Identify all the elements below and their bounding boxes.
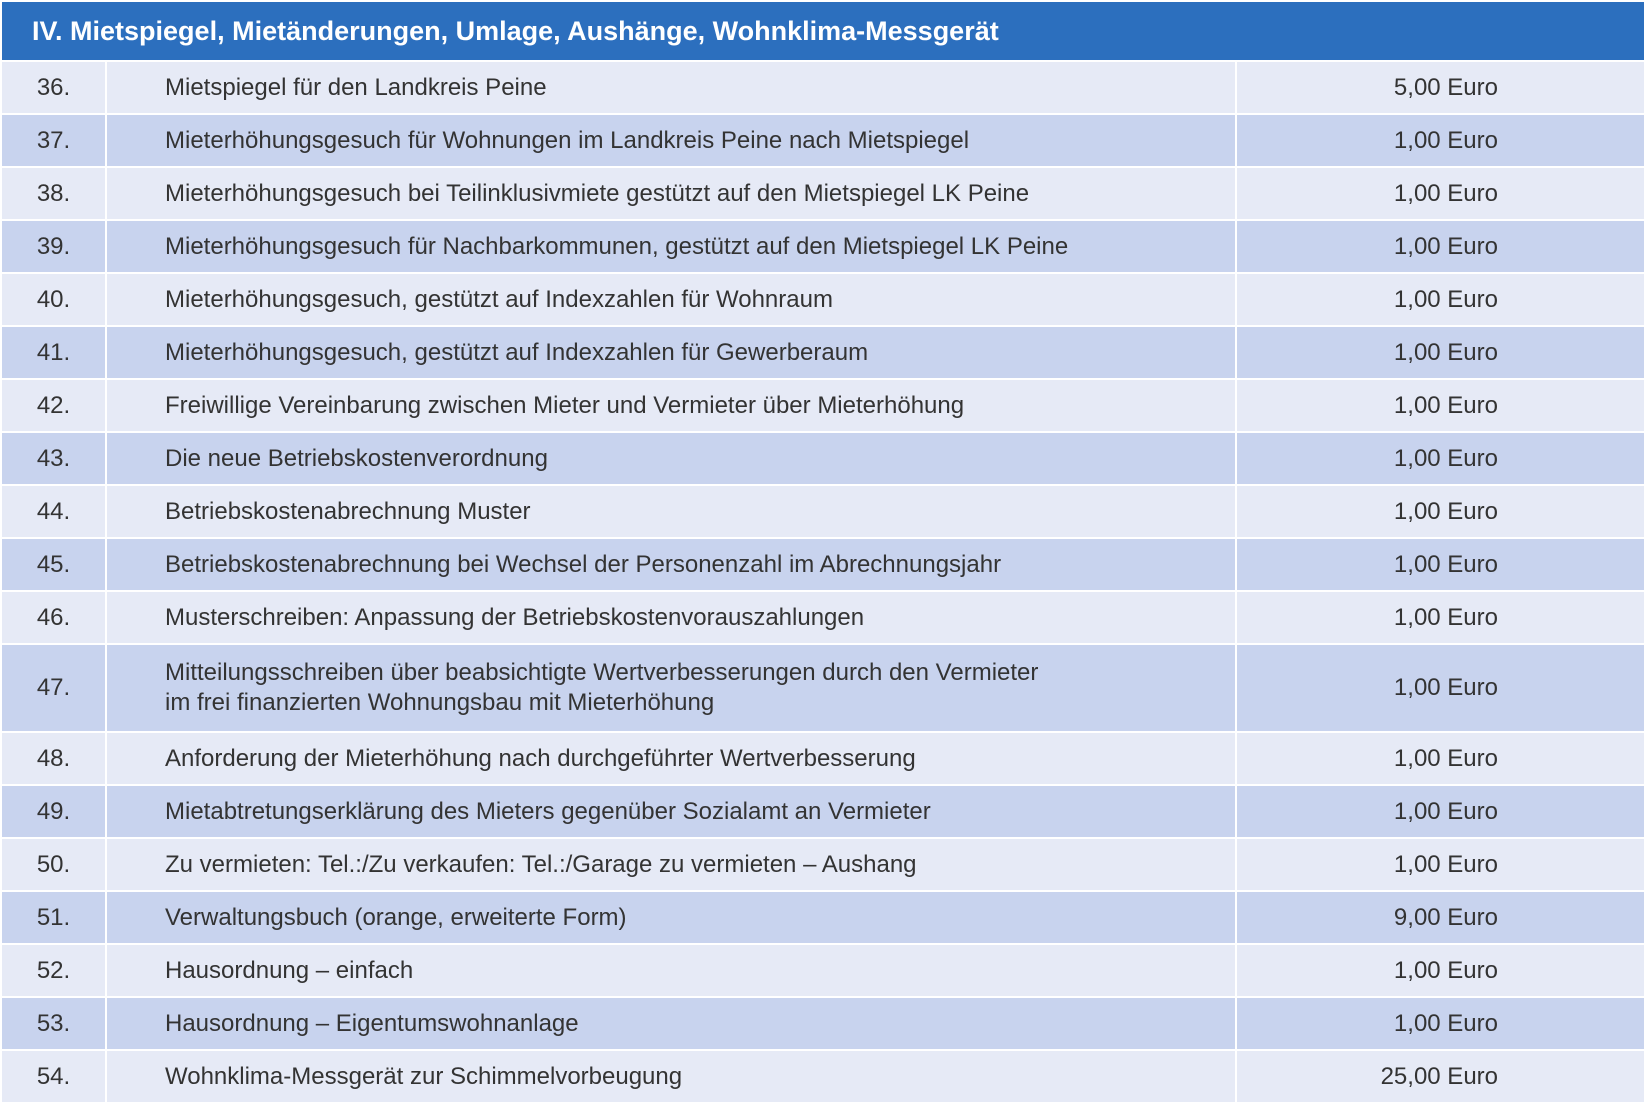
item-description-line: Mietspiegel für den Landkreis Peine xyxy=(165,73,547,101)
item-number: 40. xyxy=(2,274,107,325)
table-row xyxy=(2,62,1644,115)
item-description-line: Mietabtretungserklärung des Mieters gegenüber Sozialamt an Vermieter xyxy=(165,797,931,825)
item-number: 51. xyxy=(2,892,107,943)
item-description-line: Betriebskostenabrechnung Muster xyxy=(165,497,531,525)
item-price: 1,00 Euro xyxy=(1393,1009,1498,1037)
table-row xyxy=(2,327,1644,380)
table-row xyxy=(2,786,1644,839)
item-price: 1,00 Euro xyxy=(1393,179,1498,207)
item-number: 42. xyxy=(2,380,107,431)
table-row xyxy=(2,892,1644,945)
item-price: 25,00 Euro xyxy=(1380,1062,1498,1090)
table-row xyxy=(2,592,1644,645)
item-description-line: Wohnklima-Messgerät zur Schimmelvorbeugung xyxy=(165,1062,683,1090)
item-price: 9,00 Euro xyxy=(1393,903,1498,931)
table-row xyxy=(2,945,1644,998)
item-description-line: Mieterhöhungsgesuch bei Teilinklusivmiete gestützt auf den Mietspiegel LK Peine xyxy=(165,179,1030,207)
item-price: 1,00 Euro xyxy=(1393,285,1498,313)
item-description xyxy=(107,168,1237,219)
item-number: 46. xyxy=(2,592,107,643)
item-description-line: Mieterhöhungsgesuch, gestützt auf Indexzahlen für Gewerberaum xyxy=(165,338,869,366)
item-description xyxy=(107,62,1237,113)
item-description-line: Mitteilungsschreiben über beabsichtigte Wertverbesserungen durch den Vermieter xyxy=(165,659,1039,686)
section-title: IV. Mietspiegel, Mietänderungen, Umlage, Aushänge, Wohnklima-Messgerät xyxy=(2,2,1644,60)
item-number: 47. xyxy=(2,645,107,731)
item-description xyxy=(107,998,1237,1049)
table-row xyxy=(2,274,1644,327)
table-row xyxy=(2,1051,1644,1104)
item-number: 49. xyxy=(2,786,107,837)
item-description xyxy=(107,380,1237,431)
item-description xyxy=(107,486,1237,537)
table-row xyxy=(2,433,1644,486)
item-description xyxy=(107,839,1237,890)
item-price: 1,00 Euro xyxy=(1393,550,1498,578)
table-row xyxy=(2,998,1644,1051)
item-description xyxy=(107,592,1237,643)
item-description xyxy=(107,786,1237,837)
table-row xyxy=(2,539,1644,592)
table-row xyxy=(2,221,1644,274)
item-description xyxy=(107,539,1237,590)
item-number: 52. xyxy=(2,945,107,996)
item-price: 1,00 Euro xyxy=(1393,797,1498,825)
item-price: 1,00 Euro xyxy=(1393,232,1498,260)
item-number: 44. xyxy=(2,486,107,537)
item-description-line: Mieterhöhungsgesuch für Wohnungen im Landkreis Peine nach Mietspiegel xyxy=(165,126,970,154)
table-row xyxy=(2,839,1644,892)
item-number: 53. xyxy=(2,998,107,1049)
item-number: 36. xyxy=(2,62,107,113)
item-number: 54. xyxy=(2,1051,107,1102)
item-price: 1,00 Euro xyxy=(1393,126,1498,154)
item-description-line: Freiwillige Vereinbarung zwischen Mieter und Vermieter über Mieterhöhung xyxy=(165,391,965,419)
item-description xyxy=(107,645,1237,731)
item-price: 1,00 Euro xyxy=(1393,956,1498,984)
item-description-line: Musterschreiben: Anpassung der Betriebskostenvorauszahlungen xyxy=(165,603,865,631)
item-price: 1,00 Euro xyxy=(1393,850,1498,878)
item-price: 1,00 Euro xyxy=(1393,444,1498,472)
item-number: 45. xyxy=(2,539,107,590)
table-row xyxy=(2,115,1644,168)
item-description xyxy=(107,433,1237,484)
table-row xyxy=(2,733,1644,786)
item-number: 41. xyxy=(2,327,107,378)
item-number: 38. xyxy=(2,168,107,219)
item-number: 43. xyxy=(2,433,107,484)
item-description xyxy=(107,221,1237,272)
item-description-line: Verwaltungsbuch (orange, erweiterte Form) xyxy=(165,903,627,931)
item-description-line: Anforderung der Mieterhöhung nach durchgeführter Wertverbesserung xyxy=(165,744,916,772)
item-description-line: Mieterhöhungsgesuch, gestützt auf Indexzahlen für Wohnraum xyxy=(165,285,833,313)
item-description xyxy=(107,733,1237,784)
item-price: 1,00 Euro xyxy=(1393,603,1498,631)
item-description xyxy=(107,945,1237,996)
item-description-line: im frei finanzierten Wohnungsbau mit Mieterhöhung xyxy=(165,689,715,716)
item-description-line: Hausordnung – Eigentumswohnanlage xyxy=(165,1009,579,1037)
item-price: 5,00 Euro xyxy=(1393,73,1498,101)
table-row xyxy=(2,486,1644,539)
item-description xyxy=(107,327,1237,378)
item-price: 1,00 Euro xyxy=(1393,744,1498,772)
item-description xyxy=(107,892,1237,943)
item-description-line: Betriebskostenabrechnung bei Wechsel der Personenzahl im Abrechnungsjahr xyxy=(165,550,1002,578)
item-description-line: Hausordnung – einfach xyxy=(165,956,414,984)
item-number: 50. xyxy=(2,839,107,890)
item-number: 37. xyxy=(2,115,107,166)
table-row xyxy=(2,380,1644,433)
item-description-line: Mieterhöhungsgesuch für Nachbarkommunen, gestützt auf den Mietspiegel LK Peine xyxy=(165,232,1069,260)
item-price: 1,00 Euro xyxy=(1393,674,1498,701)
table-row xyxy=(2,168,1644,221)
item-number: 48. xyxy=(2,733,107,784)
item-description xyxy=(107,1051,1237,1102)
table-row xyxy=(2,645,1644,733)
item-price: 1,00 Euro xyxy=(1393,497,1498,525)
item-description-line: Die neue Betriebskostenverordnung xyxy=(165,444,548,472)
item-description xyxy=(107,274,1237,325)
item-price: 1,00 Euro xyxy=(1393,391,1498,419)
item-number: 39. xyxy=(2,221,107,272)
item-description-line: Zu vermieten: Tel.:/Zu verkaufen: Tel.:/Garage zu vermieten – Aushang xyxy=(165,850,917,878)
price-table xyxy=(2,62,1644,1104)
item-description xyxy=(107,115,1237,166)
item-price: 1,00 Euro xyxy=(1393,338,1498,366)
